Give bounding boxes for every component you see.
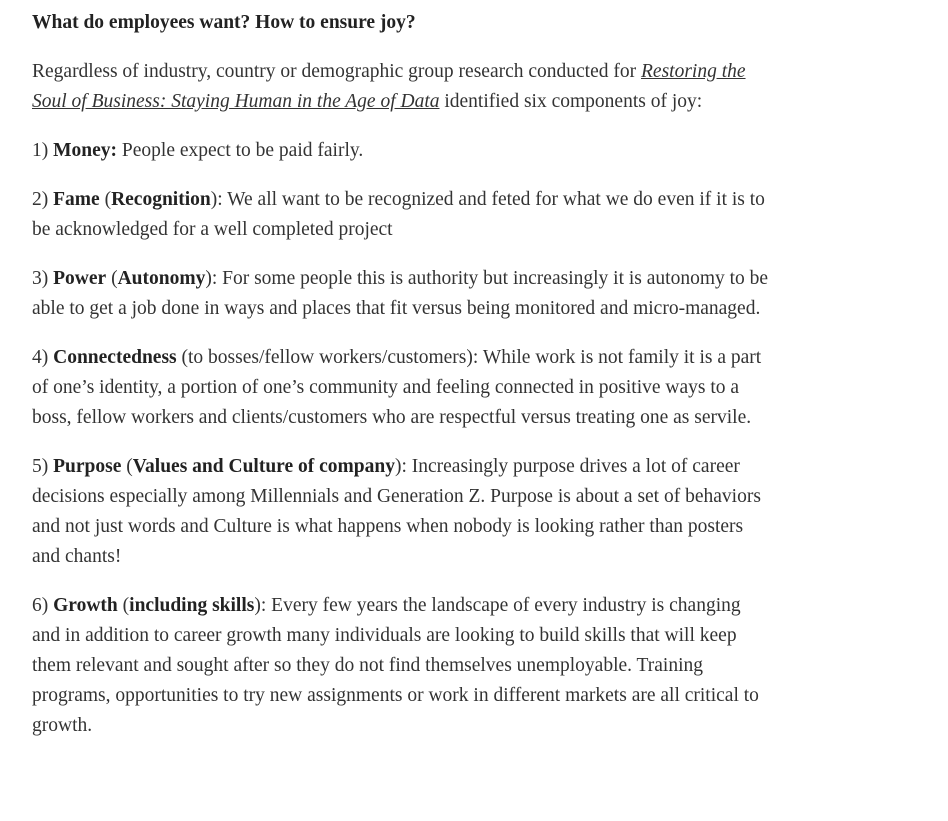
joy-component-purpose: [32, 452, 772, 572]
item-paren-open: (: [99, 189, 112, 210]
item-term: Money:: [53, 140, 118, 161]
book-title-link[interactable]: Restoring the Soul of Business: Staying Human in the Age of Data: [32, 61, 746, 112]
item-term: Purpose: [53, 456, 122, 477]
item-term: Fame: [53, 189, 100, 210]
item-paren-open: (: [117, 595, 130, 616]
item-number: 4): [32, 347, 54, 368]
joy-component-growth: [32, 591, 772, 741]
item-number: 6): [32, 595, 54, 616]
item-subterm: Values and Culture of company: [132, 456, 395, 477]
section-heading: What do employees want? How to ensure joy?: [32, 12, 416, 33]
item-number: 2): [32, 189, 54, 210]
item-description: (to bosses/fellow workers/customers): While work is not family it is a part of one’s identity, a portion of one’s community and feeling connected in positive ways to a boss, fellow workers and clients/customers who are respectful versus treating one as servile.: [32, 347, 762, 428]
intro-text-before: Regardless of industry, country or demographic group research conducted for: [32, 61, 641, 82]
joy-component-power: [32, 264, 772, 324]
joy-component-money: [32, 136, 772, 166]
item-subterm: Autonomy: [117, 268, 206, 289]
item-paren-open: (: [121, 456, 133, 477]
intro-text-after: identified six components of joy:: [439, 91, 703, 112]
item-paren-close: ): [205, 268, 212, 289]
item-term: Growth: [53, 595, 118, 616]
item-number: 1): [32, 140, 54, 161]
item-term: Power: [53, 268, 107, 289]
item-number: 5): [32, 456, 54, 477]
intro-paragraph: [32, 57, 772, 117]
item-number: 3): [32, 268, 54, 289]
item-description: : For some people this is authority but increasingly it is autonomy to be able to get a job done in ways and places that fit versus being monitored and micro-managed.: [32, 268, 769, 319]
item-paren-close: ): [210, 189, 218, 210]
item-description: : Every few years the landscape of every industry is changing and in addition to career growth many individuals are looking to build skills that will keep them relevant and sought after so they do not find themselves unemployable. Training programs, opportunities to try new assignments or work in different markets are all critical to growth.: [32, 595, 759, 736]
item-subterm: including skills: [129, 595, 255, 616]
item-description: : Increasingly purpose drives a lot of career decisions especially among Millennials and Generation Z. Purpose is about a set of behaviors and not just words and Culture is what happens when nobody is looking rather than posters and chants!: [32, 456, 761, 567]
article-body: [32, 8, 772, 760]
item-paren-close: ): [254, 595, 261, 616]
item-paren-close: ): [394, 456, 402, 477]
joy-component-connectedness: [32, 343, 772, 433]
joy-component-fame: [32, 185, 772, 245]
item-paren-open: (: [106, 268, 118, 289]
item-subterm: Recognition: [111, 189, 211, 210]
item-description: People expect to be paid fairly.: [117, 140, 364, 161]
item-term: Connectedness: [53, 347, 177, 368]
item-description: : We all want to be recognized and feted for what we do even if it is to be acknowledged for a well completed project: [32, 189, 765, 240]
